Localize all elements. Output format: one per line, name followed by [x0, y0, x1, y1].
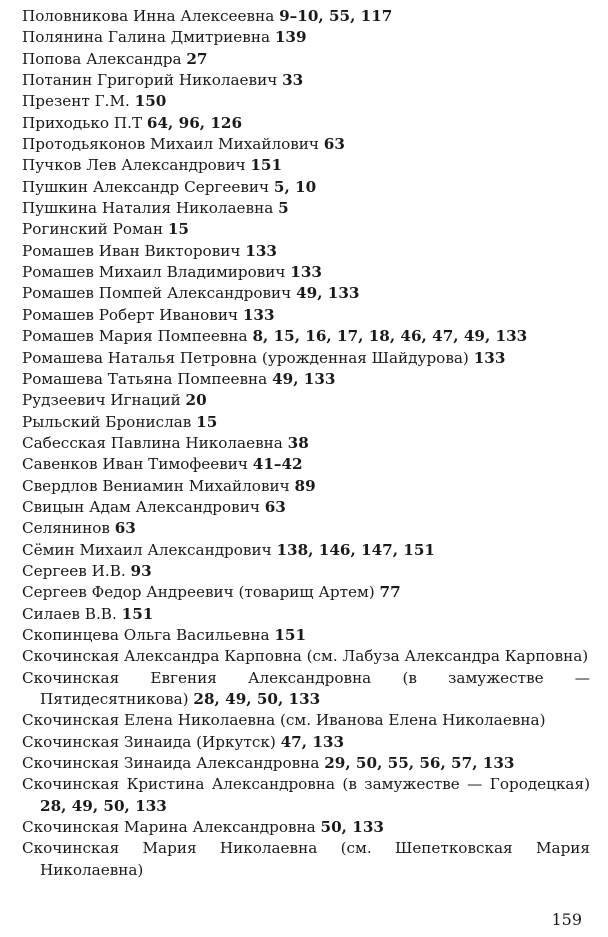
entry-pages: 151 [121, 604, 154, 623]
entry-pages: 150 [134, 92, 167, 111]
entry-pages: 29, 50, 55, 56, 57, 133 [324, 754, 515, 773]
index-entry [22, 241, 590, 262]
entry-pages: 15 [196, 412, 218, 431]
entry-name: Презент Г.М. [22, 92, 130, 111]
index-entry [22, 113, 590, 134]
entry-pages: 133 [473, 348, 506, 367]
entry-pages: 5, 10 [273, 177, 317, 196]
entry-name: Ромашев Михаил Владимирович [22, 263, 286, 282]
index-entry [22, 305, 590, 326]
index-entry [22, 433, 590, 454]
entry-pages: 139 [274, 28, 307, 47]
entry-pages: 151 [250, 156, 283, 175]
index-entry [22, 540, 590, 561]
entry-name: Рыльский Бронислав [22, 412, 192, 431]
entry-name: Ромашев Роберт Иванович [22, 305, 238, 324]
entry-name: Скочинская Елена Николаевна (см. Иванова Елена Николаевна) [22, 711, 546, 730]
index-entry [22, 91, 590, 112]
entry-name: Пучков Лев Александрович [22, 156, 246, 175]
entry-name: Полянина Галина Дмитриевна [22, 28, 270, 47]
entry-name: Ромашев Помпей Александрович [22, 284, 292, 303]
index-entry [22, 732, 590, 753]
entry-pages: 89 [294, 476, 316, 495]
name-index [22, 6, 590, 881]
index-entry [22, 817, 590, 838]
index-entry [22, 646, 590, 667]
index-entry [22, 49, 590, 70]
entry-name: Скочинская Зинаида Александровна [22, 754, 320, 773]
entry-name: Рудзеевич Игнаций [22, 391, 181, 410]
entry-name: Пушкина Наталия Николаевна [22, 199, 274, 218]
entry-pages: 133 [242, 305, 275, 324]
entry-name: Ромашев Мария Помпеевна [22, 327, 248, 346]
entry-pages: 15 [167, 220, 189, 239]
index-entry [22, 518, 590, 539]
entry-pages: 93 [130, 561, 152, 580]
entry-name: Сабесская Павлина Николаевна [22, 433, 283, 452]
index-entry [22, 134, 590, 155]
index-entry [22, 454, 590, 475]
entry-name: Силаев В.В. [22, 604, 117, 623]
entry-name: Скочинская Марина Александровна [22, 818, 316, 837]
index-entry [22, 476, 590, 497]
page-number: 159 [551, 910, 582, 929]
entry-name: Потанин Григорий Николаевич [22, 71, 278, 90]
index-entry [22, 262, 590, 283]
index-entry [22, 582, 590, 603]
entry-pages: 28, 49, 50, 133 [193, 690, 321, 708]
index-entry [22, 27, 590, 48]
entry-name: Ромашев Иван Викторович [22, 241, 241, 260]
index-entry [22, 838, 590, 881]
entry-pages: 63 [264, 497, 286, 516]
index-entry [22, 198, 590, 219]
entry-name: Ромашева Татьяна Помпеевна [22, 369, 268, 388]
entry-pages: 133 [290, 263, 322, 282]
entry-name: Селянинов [22, 519, 110, 538]
entry-name: Савенков Иван Тимофеевич [22, 455, 248, 474]
entry-name: Протодьяконов Михаил Михайлович [22, 135, 319, 154]
entry-pages: 8, 15, 16, 17, 18, 46, 47, 49, 133 [252, 327, 528, 346]
entry-name: Пушкин Александр Сергеевич [22, 177, 270, 196]
index-entry [22, 155, 590, 176]
entry-pages: 151 [274, 625, 307, 644]
index-entry [22, 369, 590, 390]
index-entry [22, 625, 590, 646]
entry-pages: 138, 146, 147, 151 [276, 540, 436, 559]
entry-pages: 63 [114, 519, 136, 538]
index-entry [22, 390, 590, 411]
index-entry [22, 668, 590, 711]
index-entry [22, 774, 590, 817]
entry-name: Сергеев Федор Андреевич (товарищ Артем) [22, 583, 375, 602]
entry-name: Скопинцева Ольга Васильевна [22, 625, 270, 644]
index-entry [22, 348, 590, 369]
entry-pages: 49, 133 [296, 284, 360, 303]
index-entry [22, 177, 590, 198]
entry-name: Рогинский Роман [22, 220, 163, 239]
entry-pages: 47, 133 [280, 732, 345, 751]
index-entry [22, 412, 590, 433]
index-entry [22, 283, 590, 304]
entry-pages: 28, 49, 50, 133 [40, 796, 167, 815]
entry-name: Скочинская Мария Николаевна (см. Шепетковская Мария Николаевна) [22, 839, 590, 879]
index-entry [22, 497, 590, 518]
entry-name: Скочинская Кристина Александровна (в замужестве — Городецкая) [22, 775, 590, 794]
entry-name: Скочинская Зинаида (Иркутск) [22, 732, 276, 751]
index-entry [22, 219, 590, 240]
entry-name: Скочинская Евгения Александровна (в замужестве — Пятидесятникова) [22, 668, 590, 708]
entry-pages: 38 [287, 433, 309, 452]
entry-pages: 64, 96, 126 [146, 113, 243, 132]
index-entry [22, 6, 590, 27]
index-entry [22, 561, 590, 582]
entry-name: Попова Александра [22, 49, 182, 68]
entry-pages: 33 [282, 71, 304, 90]
entry-pages: 9–10, 55, 117 [279, 7, 393, 25]
entry-name: Скочинская Александра Карповна (см. Лабуза Александра Карповна) [22, 647, 589, 666]
entry-name: Ромашева Наталья Петровна (урожденная Шайдурова) [22, 348, 469, 367]
index-entry [22, 710, 590, 731]
entry-name: Приходько П.Т [22, 113, 143, 132]
entry-name: Сёмин Михаил Александрович [22, 540, 272, 559]
entry-pages: 77 [379, 583, 401, 602]
entry-pages: 133 [245, 241, 277, 260]
entry-name: Сергеев И.В. [22, 561, 126, 580]
entry-pages: 27 [186, 49, 208, 68]
index-entry [22, 326, 590, 347]
entry-pages: 20 [185, 391, 207, 410]
entry-name: Свицын Адам Александрович [22, 497, 260, 516]
entry-name: Свердлов Вениамин Михайлович [22, 476, 290, 495]
entry-pages: 49, 133 [272, 369, 336, 388]
entry-pages: 63 [323, 135, 345, 154]
index-entry [22, 604, 590, 625]
index-entry [22, 70, 590, 91]
entry-pages: 50, 133 [320, 818, 384, 837]
entry-name: Половникова Инна Алексеевна [22, 7, 275, 25]
entry-pages: 41–42 [252, 455, 303, 474]
entry-pages: 5 [278, 199, 289, 218]
index-entry [22, 753, 590, 774]
